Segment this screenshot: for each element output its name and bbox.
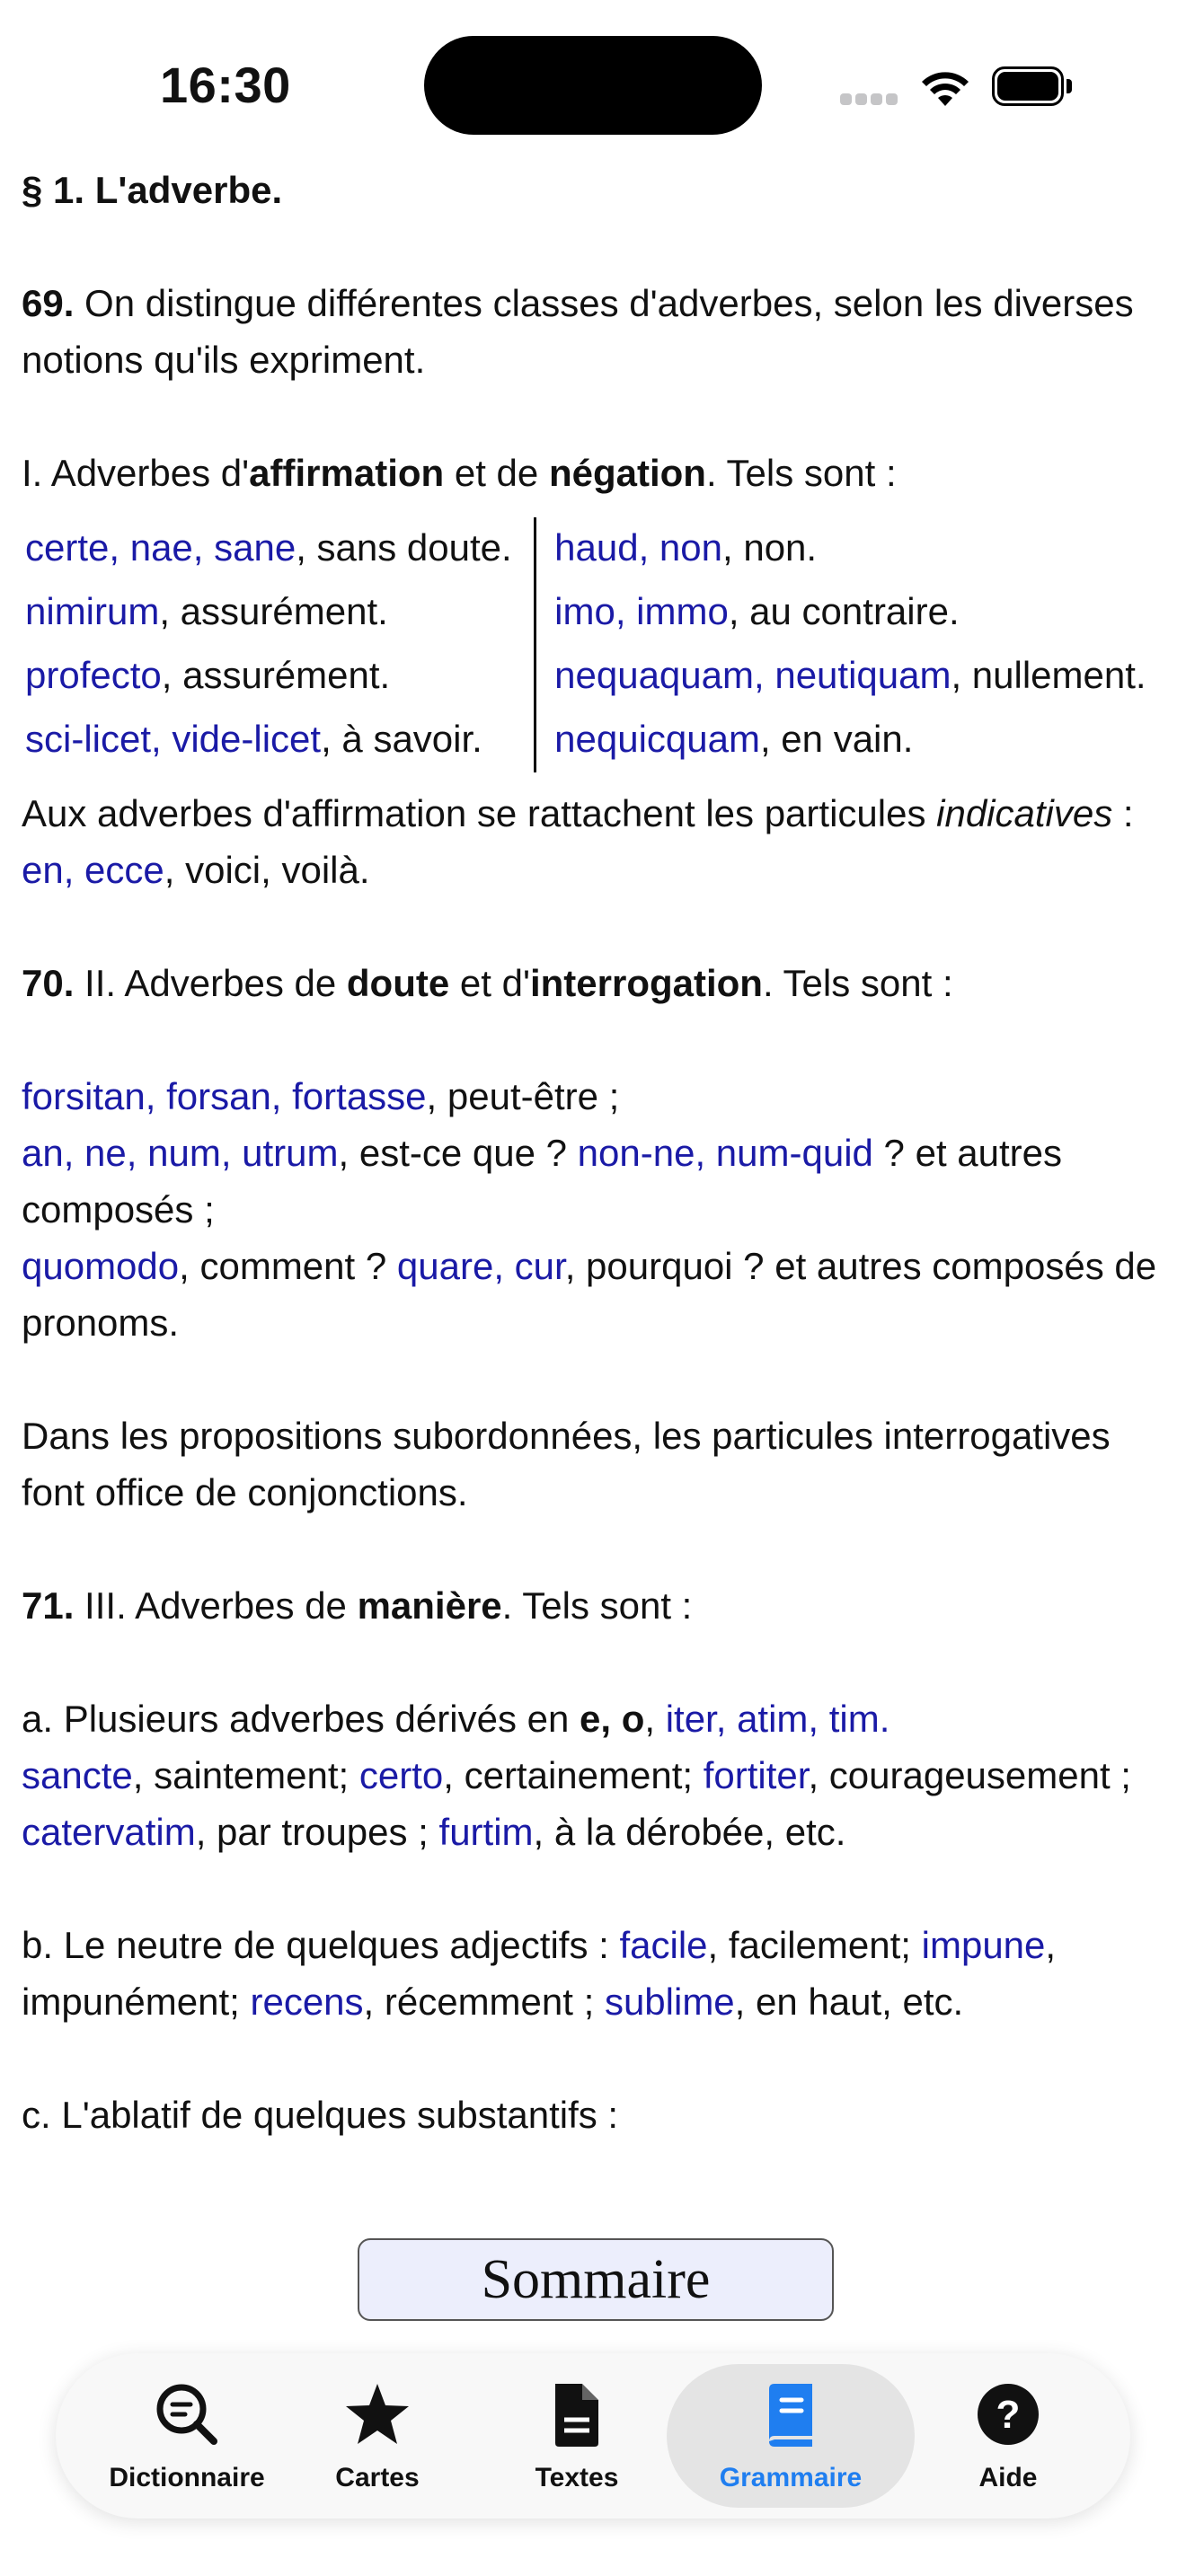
help-icon (974, 2380, 1042, 2448)
tab-aide[interactable] (945, 2353, 1071, 2519)
latin-link[interactable]: certe, nae, sane (25, 526, 296, 569)
paragraph-70: 70. II. Adverbes de doute et d'interrogation. Tels sont : (22, 962, 953, 1004)
status-bar (0, 0, 1186, 171)
table-cell: nimirum, assurément. (25, 590, 388, 632)
sommaire-button[interactable]: Sommaire (358, 2238, 834, 2321)
table-cell: nequaquam, neutiquam, nullement. (535, 645, 1164, 709)
latin-link[interactable]: nequaquam, neutiquam (554, 654, 951, 696)
latin-link[interactable]: quomodo (22, 1245, 180, 1287)
latin-link[interactable]: fortiter (703, 1754, 809, 1796)
table-cell: haud, non, non. (535, 517, 1164, 581)
tab-bar (56, 2353, 1130, 2519)
table-cell: imo, immo, au contraire. (535, 581, 1164, 645)
latin-link[interactable]: forsitan, forsan, fortasse (22, 1075, 427, 1117)
tab-grammaire[interactable] (667, 2364, 915, 2508)
latin-link[interactable]: imo, immo (554, 590, 729, 632)
tab-dictionnaire[interactable] (92, 2353, 282, 2519)
manner-c: c. L'ablatif de quelques substantifs : (22, 2094, 619, 2136)
table-row (22, 645, 1164, 709)
grammar-content[interactable] (22, 162, 1164, 2353)
document-icon (543, 2380, 611, 2448)
subordinate-note: Dans les propositions subordonnées, les particules interrogatives font office de conjonctions. (22, 1415, 1111, 1513)
table-cell: certe, nae, sane, sans doute. (25, 526, 512, 569)
latin-link[interactable]: facile (619, 1924, 708, 1966)
table-row (22, 709, 1164, 772)
affirmation-note: Aux adverbes d'affirmation se rattachent les particules indicatives : en, ecce, voici, voilà. (22, 792, 1134, 891)
paragraph-71: 71. III. Adverbes de manière. Tels sont : (22, 1584, 693, 1627)
tab-label: Dictionnaire (109, 2463, 265, 2492)
tab-label: Aide (978, 2463, 1038, 2492)
book-icon (757, 2380, 825, 2448)
affirmation-negation-table (22, 517, 1164, 772)
manner-a: a. Plusieurs adverbes dérivés en e, o, iter, atim, tim. sancte, saintement; certo, certainement; fortiter, courageusement ; catervatim, par troupes ; furtim, à la dérobée, etc. (22, 1698, 1131, 1853)
status-time: 16:30 (160, 57, 291, 113)
manner-b: b. Le neutre de quelques adjectifs : facile, facilement; impune, impunément; recens, récemment ; sublime, en haut, etc. (22, 1924, 1057, 2023)
latin-link[interactable]: certo (358, 1754, 444, 1796)
latin-link[interactable]: impune (921, 1924, 1046, 1966)
latin-link[interactable]: an, ne, num, utrum (22, 1132, 339, 1174)
latin-link[interactable]: en, ecce (22, 849, 164, 891)
latin-link[interactable]: iter, atim, tim. (665, 1698, 890, 1740)
table-row (22, 581, 1164, 645)
tab-label: Grammaire (719, 2463, 863, 2492)
tab-cartes[interactable] (305, 2353, 449, 2519)
star-icon (343, 2380, 412, 2448)
tab-textes[interactable] (514, 2353, 640, 2519)
latin-link[interactable]: sci-licet, vide-licet (25, 718, 322, 760)
svg-text:?: ? (996, 2393, 1021, 2437)
tab-label: Textes (535, 2463, 619, 2492)
table-cell: profecto, assurément. (25, 654, 391, 696)
doubt-list: forsitan, forsan, fortasse, peut-être ; an, ne, num, utrum, est-ce que ? non-ne, num-quid ? et autres composés ; quomodo, comment ? quare, cur, pourquoi ? et autres composés de pronoms. (22, 1075, 1157, 1344)
search-text-icon (153, 2380, 221, 2448)
paragraph-number: 69. (22, 282, 75, 324)
latin-link[interactable]: haud, non (554, 526, 722, 569)
latin-link[interactable]: nequicquam (554, 718, 760, 760)
latin-link[interactable]: catervatim (22, 1811, 196, 1853)
table-cell: sci-licet, vide-licet, à savoir. (25, 718, 482, 760)
tab-label: Cartes (335, 2463, 420, 2492)
latin-link[interactable]: non-ne, num-quid (577, 1132, 873, 1174)
affirmation-intro: I. Adverbes d'affirmation et de négation. Tels sont : (22, 452, 897, 494)
battery-icon (992, 66, 1073, 106)
paragraph-69: 69. On distingue différentes classes d'adverbes, selon les diverses notions qu'ils expriment. (22, 282, 1134, 381)
latin-link[interactable]: sublime (604, 1981, 735, 2023)
table-cell: nequicquam, en vain. (535, 709, 1164, 772)
latin-link[interactable]: nimirum (25, 590, 160, 632)
cellular-signal-icon (840, 93, 901, 106)
dynamic-island (424, 36, 762, 135)
latin-link[interactable]: furtim (438, 1811, 534, 1853)
latin-link[interactable]: sancte (22, 1754, 133, 1796)
wifi-icon (918, 65, 972, 110)
latin-link[interactable]: recens (250, 1981, 364, 2023)
table-row (22, 517, 1164, 581)
section-title: § 1. L'adverbe. (22, 169, 283, 211)
latin-link[interactable]: profecto (25, 654, 162, 696)
latin-link[interactable]: quare, cur (396, 1245, 565, 1287)
